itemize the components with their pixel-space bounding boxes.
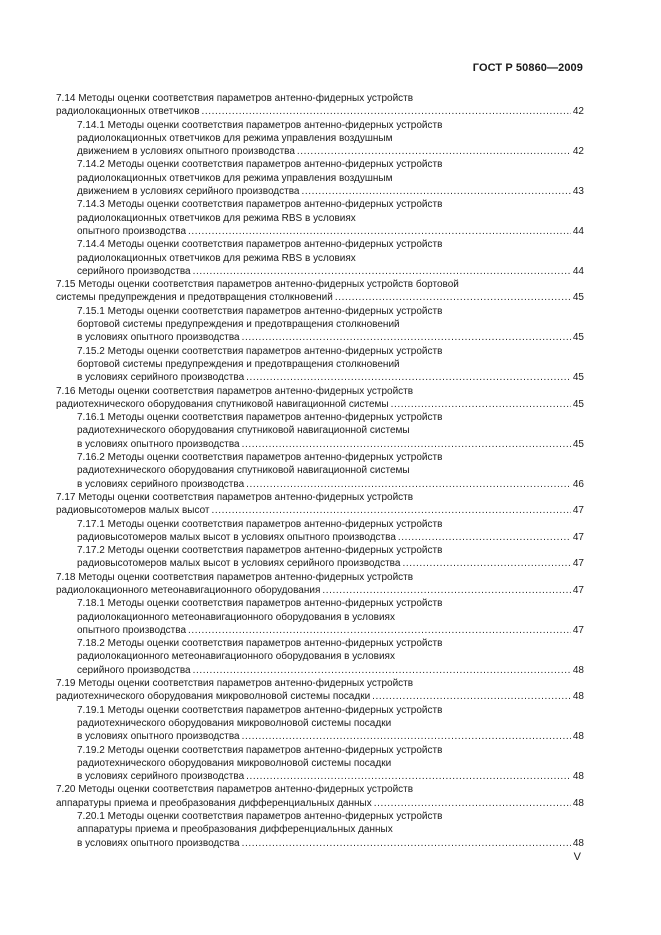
toc-entry-text: 7.18.1 Методы оценки соответствия параметров антенно-фидерных устройств: [77, 598, 443, 610]
dot-leader: [212, 504, 571, 517]
toc-page-number: 47: [572, 505, 584, 517]
toc-page-number: 47: [572, 558, 584, 570]
toc-entry-text: в условиях серийного производства: [77, 771, 245, 783]
toc-entry-text: 7.16 Методы оценки соответствия параметров антенно-фидерных устройств: [56, 385, 414, 397]
toc-page-number: 48: [572, 837, 584, 849]
toc-entry-text: бортовой системы предупреждения и предотвращения столкновений: [77, 358, 400, 370]
toc-entry-text: серийного производства: [77, 664, 191, 676]
toc-entry-last-line: [56, 265, 584, 278]
toc-entry-text: радиотехнического оборудования микроволновой системы посадки: [77, 717, 392, 729]
table-of-contents: [56, 92, 584, 850]
dot-leader: [242, 331, 571, 344]
toc-entry-text: 7.16.1 Методы оценки соответствия параметров антенно-фидерных устройств: [77, 412, 443, 424]
toc-entry[interactable]: [56, 451, 584, 491]
toc-entry[interactable]: [56, 305, 584, 345]
toc-entry-last-line: [56, 797, 584, 810]
toc-page-number: 45: [572, 398, 584, 410]
toc-page-number: 48: [572, 691, 584, 703]
toc-entry[interactable]: [56, 571, 584, 598]
toc-entry-text: в условиях опытного производства: [77, 438, 240, 450]
dot-leader: [202, 105, 571, 118]
toc-entry-text: радиотехнического оборудования микроволновой системы посадки: [56, 691, 371, 703]
toc-entry-text: радиолокационных ответчиков для режима управления воздушным: [77, 132, 393, 144]
toc-page-number: 48: [572, 797, 584, 809]
toc-page-number: 44: [572, 225, 584, 237]
toc-page-number: 48: [572, 731, 584, 743]
toc-entry-last-line: [56, 730, 584, 743]
toc-entry-text: радиолокационных ответчиков для режима RBS в условиях: [77, 212, 356, 224]
toc-entry-text: 7.15.1 Методы оценки соответствия параметров антенно-фидерных устройств: [77, 305, 443, 317]
dot-leader: [301, 185, 570, 198]
toc-entry-text: 7.17.2 Методы оценки соответствия параметров антенно-фидерных устройств: [77, 545, 443, 557]
toc-entry-last-line: [56, 185, 584, 198]
toc-entry[interactable]: [56, 544, 584, 571]
toc-page-number: 47: [572, 531, 584, 543]
toc-entry-last-line: [56, 225, 584, 238]
toc-entry-text: в условиях опытного производства: [77, 332, 240, 344]
toc-entry-text: системы предупреждения и предотвращения столкновений: [56, 292, 333, 304]
toc-entry-last-line: [56, 837, 584, 850]
toc-entry[interactable]: [56, 637, 584, 677]
toc-entry-text: радиотехнического оборудования спутниковой навигационной системы: [56, 398, 389, 410]
toc-entry-text: 7.16.2 Методы оценки соответствия параметров антенно-фидерных устройств: [77, 452, 443, 464]
page-number: V: [573, 851, 581, 863]
toc-entry[interactable]: [56, 677, 584, 704]
dot-leader: [246, 770, 571, 783]
toc-page-number: 46: [572, 478, 584, 490]
toc-entry-text: радиовысотомеров малых высот: [56, 505, 210, 517]
dot-leader: [372, 690, 571, 703]
toc-entry-last-line: [56, 504, 584, 517]
dot-leader: [402, 557, 570, 570]
dot-leader: [335, 291, 571, 304]
toc-entry-last-line: [56, 438, 584, 451]
toc-entry-text: в условиях серийного производства: [77, 372, 245, 384]
toc-entry-last-line: [56, 557, 584, 570]
toc-entry-text: 7.17.1 Методы оценки соответствия параметров антенно-фидерных устройств: [77, 518, 443, 530]
toc-entry-text: серийного производства: [77, 265, 191, 277]
toc-entry-text: в условиях опытного производства: [77, 837, 240, 849]
toc-entry-last-line: [56, 105, 584, 118]
toc-entry[interactable]: [56, 744, 584, 784]
toc-entry-text: радиолокационного метеонавигационного оборудования в условиях: [77, 651, 395, 663]
toc-entry-last-line: [56, 624, 584, 637]
toc-entry-text: 7.19.1 Методы оценки соответствия параметров антенно-фидерных устройств: [77, 704, 443, 716]
dot-leader: [322, 584, 571, 597]
toc-entry-text: 7.19.2 Методы оценки соответствия параметров антенно-фидерных устройств: [77, 744, 443, 756]
toc-entry-last-line: [56, 371, 584, 384]
toc-entry[interactable]: [56, 385, 584, 412]
toc-entry[interactable]: [56, 198, 584, 238]
toc-entry-text: бортовой системы предупреждения и предотвращения столкновений: [77, 319, 400, 331]
toc-page-number: 45: [572, 332, 584, 344]
toc-entry-text: радиолокационного метеонавигационного оборудования в условиях: [77, 611, 395, 623]
toc-entry-text: движением в условиях серийного производства: [77, 186, 300, 198]
toc-entry-text: радиолокационных ответчиков для режима управления воздушным: [77, 172, 393, 184]
toc-entry-last-line: [56, 145, 584, 158]
dot-leader: [374, 797, 571, 810]
dot-leader: [398, 531, 571, 544]
toc-page-number: 48: [572, 664, 584, 676]
toc-page-number: 42: [572, 106, 584, 118]
toc-entry-text: в условиях серийного производства: [77, 478, 245, 490]
toc-entry[interactable]: [56, 92, 584, 119]
toc-entry-text: 7.19 Методы оценки соответствия параметров антенно-фидерных устройств: [56, 678, 414, 690]
toc-entry[interactable]: [56, 411, 584, 451]
toc-entry[interactable]: [56, 119, 584, 159]
toc-page-number: 45: [572, 292, 584, 304]
toc-entry-text: радиовысотомеров малых высот в условиях опытного производства: [77, 531, 396, 543]
toc-entry-text: 7.20 Методы оценки соответствия параметров антенно-фидерных устройств: [56, 784, 414, 796]
toc-entry-last-line: [56, 478, 584, 491]
toc-entry-text: 7.14.4 Методы оценки соответствия параметров антенно-фидерных устройств: [77, 239, 443, 251]
toc-entry-last-line: [56, 291, 584, 304]
toc-entry[interactable]: [56, 518, 584, 545]
dot-leader: [242, 438, 571, 451]
toc-entry-text: 7.17 Методы оценки соответствия параметров антенно-фидерных устройств: [56, 491, 414, 503]
toc-entry-last-line: [56, 770, 584, 783]
dot-leader: [188, 225, 571, 238]
toc-entry-text: опытного производства: [77, 225, 187, 237]
toc-entry-text: 7.15.2 Методы оценки соответствия параметров антенно-фидерных устройств: [77, 345, 443, 357]
toc-entry-text: аппаратуры приема и преобразования дифференциальных данных: [77, 824, 393, 836]
toc-entry-text: 7.15 Методы оценки соответствия параметров антенно-фидерных устройств бортовой: [56, 279, 459, 291]
toc-entry-last-line: [56, 664, 584, 677]
toc-entry-text: аппаратуры приема и преобразования дифференциальных данных: [56, 797, 372, 809]
toc-page-number: 43: [572, 186, 584, 198]
toc-page-number: 42: [572, 146, 584, 158]
toc-entry-text: радиотехнического оборудования микроволновой системы посадки: [77, 757, 392, 769]
toc-entry-last-line: [56, 690, 584, 703]
dot-leader: [246, 478, 571, 491]
toc-entry-text: радиолокационных ответчиков: [56, 106, 200, 118]
toc-page-number: 47: [572, 584, 584, 596]
toc-entry[interactable]: [56, 704, 584, 744]
toc-entry[interactable]: [56, 783, 584, 810]
toc-entry[interactable]: [56, 810, 584, 850]
toc-entry-last-line: [56, 398, 584, 411]
toc-entry-text: радиотехнического оборудования спутниковой навигационной системы: [77, 465, 410, 477]
dot-leader: [193, 265, 571, 278]
toc-page-number: 47: [572, 624, 584, 636]
toc-entry-text: радиотехнического оборудования спутниковой навигационной системы: [77, 425, 410, 437]
toc-entry-text: 7.14 Методы оценки соответствия параметров антенно-фидерных устройств: [56, 93, 414, 104]
toc-entry-text: 7.14.1 Методы оценки соответствия параметров антенно-фидерных устройств: [77, 119, 443, 131]
toc-entry-text: радиолокационных ответчиков для режима RBS в условиях: [77, 252, 356, 264]
toc-entry[interactable]: [56, 491, 584, 518]
toc-entry-last-line: [56, 584, 584, 597]
dot-leader: [242, 837, 571, 850]
toc-entry[interactable]: [56, 238, 584, 278]
toc-page-number: 45: [572, 372, 584, 384]
toc-entry[interactable]: [56, 345, 584, 385]
toc-entry[interactable]: [56, 597, 584, 637]
toc-entry-text: в условиях опытного производства: [77, 731, 240, 743]
toc-entry-text: опытного производства: [77, 624, 187, 636]
dot-leader: [193, 664, 571, 677]
toc-entry-text: 7.20.1 Методы оценки соответствия параметров антенно-фидерных устройств: [77, 811, 443, 823]
toc-page-number: 48: [572, 771, 584, 783]
document-header: ГОСТ Р 50860—2009: [472, 62, 583, 74]
dot-leader: [246, 371, 571, 384]
toc-page-number: 45: [572, 438, 584, 450]
toc-entry-last-line: [56, 331, 584, 344]
toc-entry-text: движением в условиях опытного производства: [77, 146, 295, 158]
toc-entry-text: 7.14.3 Методы оценки соответствия параметров антенно-фидерных устройств: [77, 199, 443, 211]
dot-leader: [242, 730, 571, 743]
toc-entry-last-line: [56, 531, 584, 544]
toc-entry-text: 7.14.2 Методы оценки соответствия параметров антенно-фидерных устройств: [77, 159, 443, 171]
dot-leader: [297, 145, 571, 158]
toc-page-number: 44: [572, 265, 584, 277]
toc-entry-text: радиолокационного метеонавигационного оборудования: [56, 584, 321, 596]
toc-entry-text: 7.18 Методы оценки соответствия параметров антенно-фидерных устройств: [56, 571, 414, 583]
toc-entry[interactable]: [56, 278, 584, 305]
dot-leader: [188, 624, 571, 637]
toc-entry-text: радиовысотомеров малых высот в условиях серийного производства: [77, 558, 401, 570]
toc-entry-text: 7.18.2 Методы оценки соответствия параметров антенно-фидерных устройств: [77, 638, 443, 650]
dot-leader: [391, 398, 571, 411]
toc-entry[interactable]: [56, 158, 584, 198]
